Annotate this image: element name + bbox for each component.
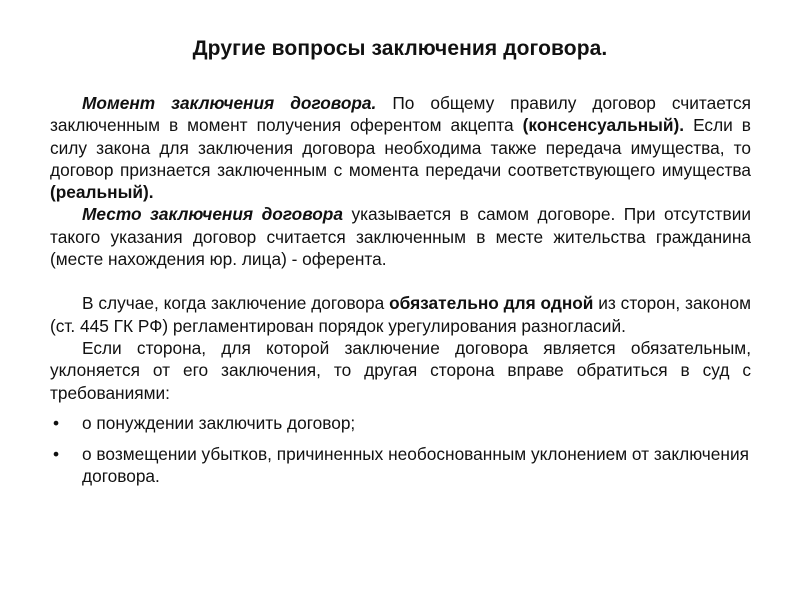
text-segment: Если сторона, для которой заключение договора является обязательным, уклоняется от его заключения, то другая сторона вправе обратиться в суд с требованиями:: [50, 337, 751, 403]
bullet-icon: •: [53, 444, 60, 465]
list-item-text: о возмещении убытков, причиненных необоснованным уклонением от заключения договора.: [82, 444, 749, 487]
bullet-icon: •: [53, 412, 60, 433]
paragraph-contract-moment: [50, 92, 751, 203]
paragraph-contract-place: [50, 203, 751, 270]
slide-title: Другие вопросы заключения договора.: [192, 37, 608, 60]
list-item: [50, 443, 751, 488]
slide-body: [50, 92, 751, 497]
term-mandatory-for-one: обязательно для одной: [389, 293, 594, 314]
paragraph-evasion: [50, 337, 751, 404]
text-segment: Если в силу закона для заключения договора необходима также передача имущества, то договор признается заключенным с момента передачи соответствующего имущества: [50, 115, 751, 180]
term-contract-moment: Момент заключения договора.: [82, 93, 377, 113]
text-segment: из сторон, законом (ст. 445 ГК РФ) регламентирован порядок урегулирования разногласий.: [50, 293, 751, 336]
text-segment: По общему правилу договор считается заключенным в момент получения оферентом акцепта: [50, 93, 752, 136]
list-item-text: о понуждении заключить договор;: [82, 412, 356, 433]
list-item: [50, 412, 751, 434]
text-segment: указывается в самом договоре. При отсутствии такого указания договор считается заключенным в месте жительства гражданина (месте нахождения юр. лица) - оферента.: [50, 204, 751, 270]
text-segment: В случае, когда заключение договора: [82, 293, 390, 314]
requirements-list: [50, 412, 751, 488]
term-real: (реальный).: [50, 182, 154, 203]
paragraph-mandatory-conclusion: [50, 292, 751, 337]
term-contract-place: Место заключения договора: [82, 204, 343, 225]
term-consensual: (консенсуальный).: [522, 115, 685, 136]
paragraph-spacer: [50, 270, 751, 292]
